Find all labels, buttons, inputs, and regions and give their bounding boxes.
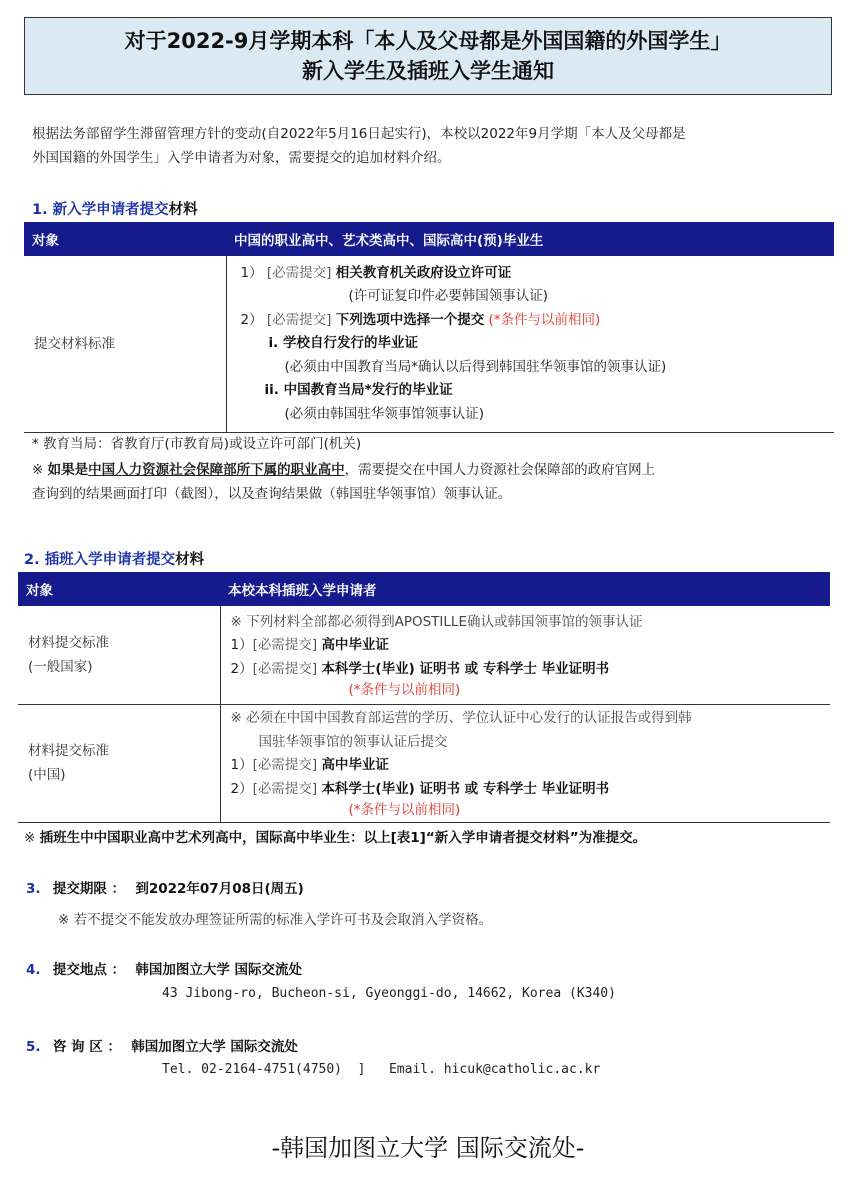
section4-address: 43 Jibong-ro, Bucheon-si, Gyeonggi-do, 14662, Korea (K340) <box>162 986 616 1001</box>
s1-option2 <box>241 379 825 403</box>
section3-value: 到2022年07月08日(周五) <box>135 881 304 897</box>
section2-rowA-cell <box>220 606 830 704</box>
section2-rowA-label1: 材料提交标准 <box>28 634 109 651</box>
s1-option2-num: ii. <box>264 382 279 398</box>
s1-option1 <box>241 332 825 356</box>
section2-heading <box>24 548 204 569</box>
s2b-item2-note: (*条件与以前相同) <box>348 802 461 818</box>
s2a-item1-text: 高中毕业证 <box>321 637 389 653</box>
section2-col-target: 对象 <box>18 572 220 606</box>
section2-number: 2. <box>24 552 40 568</box>
section2-col-group: 本校本科插班入学申请者 <box>220 572 830 606</box>
s2b-item2-text: 本科学士(毕业) 证明书 或 专科学士 毕业证明书 <box>321 780 610 797</box>
section4-row <box>26 958 302 978</box>
s1-item2-text: 下列选项中选择一个提交 <box>335 311 485 328</box>
s1-item2 <box>241 309 825 333</box>
section1-number: 1. <box>32 202 48 218</box>
section1-materials-cell <box>226 256 834 432</box>
section2-rowB-label2: (中国) <box>28 767 66 783</box>
s2a-item2-req: [必需提交] <box>252 660 318 677</box>
section2-rowB-label1: 材料提交标准 <box>28 743 109 759</box>
s2a-item2-num: 2） <box>230 660 253 677</box>
section1-note2-underline: 中国人力资源社会保障部所下属的职业高中 <box>88 462 345 478</box>
s2b-item1 <box>231 754 821 778</box>
section1-title-dark: 材料 <box>168 202 198 218</box>
section1-note1: * 教育当局：省教育厅(市教育局)或设立许可部门(机关) <box>32 436 362 452</box>
s1-item1-req: [必需提交] <box>266 264 332 281</box>
section1-row-label: 提交材料标准 <box>24 256 226 432</box>
section5-label: 咨 询 区 ： <box>52 1039 121 1055</box>
s1-item2-note: (*条件与以前相同) <box>488 311 601 328</box>
section1-note2-rest: ，需要提交在中国人力资源社会保障部的政府官网上 <box>344 462 656 478</box>
section3-number: 3. <box>26 881 41 897</box>
section1-col-group: 中国的职业高中、艺术类高中、国际高中(预)毕业生 <box>226 222 834 256</box>
section2-rowB-cell <box>220 704 830 822</box>
s1-item1 <box>241 262 825 286</box>
section1-col-target: 对象 <box>24 222 226 256</box>
section2-rowA-label <box>18 606 220 704</box>
footer-signature: -韩国加图立大学 国际交流处- <box>271 1134 585 1162</box>
s2b-note2: 国驻华领事馆的领事认证后提交 <box>258 733 448 750</box>
s2a-item1 <box>231 634 821 658</box>
section3-label: 提交期限 ： <box>52 881 126 897</box>
notice-title-line2: 新入学生及插班入学生通知 <box>302 59 554 83</box>
section2-title-blue: 插班入学申请者提交 <box>44 552 176 568</box>
section1-heading <box>32 198 198 219</box>
s1-option2-sub: (必须由韩国驻华领事馆领事认证) <box>284 405 485 422</box>
s2a-item2 <box>231 658 821 682</box>
s2b-item1-req: [必需提交] <box>252 757 318 773</box>
s1-item1-sub: (许可证复印件必要韩国领事认证) <box>348 288 549 304</box>
s1-item1-num: 1） <box>240 264 263 281</box>
s2b-item1-num: 1） <box>230 757 253 773</box>
s2a-item1-req: [必需提交] <box>252 637 318 653</box>
section5-row <box>26 1035 298 1055</box>
s2b-item1-text: 高中毕业证 <box>321 757 389 773</box>
section5-value: 韩国加图立大学 国际交流处 <box>131 1039 298 1055</box>
intro-paragraph <box>32 122 832 170</box>
section3-row <box>26 877 304 897</box>
section2-note <box>24 826 836 850</box>
s2a-item1-num: 1） <box>230 637 253 653</box>
s1-item2-num: 2） <box>240 311 263 328</box>
section4-number: 4. <box>26 962 41 978</box>
intro-line1: 根据法务部留学生滞留管理方针的变动(自2022年5月16日起实行)，本校以2022年9月学期「本人及父母都是 <box>32 126 686 142</box>
section5-number: 5. <box>26 1039 41 1055</box>
s2a-item2-note: (*条件与以前相同) <box>348 682 461 698</box>
notice-title-line1: 对于2022-9月学期本科「本人及父母都是外国国籍的外国学生」 <box>124 29 732 53</box>
s1-option1-sub: (必须由中国教育当局*确认以后得到韩国驻华领事馆的领事认证) <box>284 358 667 375</box>
s2b-item2-num: 2） <box>230 780 253 797</box>
s1-option2-text: 中国教育当局*发行的毕业证 <box>283 382 453 398</box>
s2b-note1: ※ 必须在中国中国教育部运营的学历、学位认证中心发行的认证报告或得到韩 <box>230 710 692 726</box>
section2-table <box>18 572 830 823</box>
s2b-item2 <box>231 778 821 802</box>
section2-rowA-label2: (一般国家) <box>28 658 93 675</box>
section3-note: ※ 若不提交不能发放办理签证所需的标准入学许可书及会取消入学资格。 <box>58 912 493 928</box>
s2a-note: ※ 下列材料全部都必须得到APOSTILLE确认或韩国领事馆的领事认证 <box>230 613 643 630</box>
s2b-item2-req: [必需提交] <box>252 780 318 797</box>
section5-contact: Tel. 02-2164-4751(4750) ] Email. hicuk@catholic.ac.kr <box>162 1062 601 1077</box>
section4-label: 提交地点 ： <box>52 962 126 978</box>
s1-item2-req: [必需提交] <box>266 311 332 328</box>
section4-value: 韩国加图立大学 国际交流处 <box>135 962 303 978</box>
section1-note2 <box>32 458 832 506</box>
section1-note2-prefix: ※ <box>32 462 44 478</box>
notice-title-box <box>24 17 832 95</box>
section1-note2-bold: 如果是 <box>47 462 89 478</box>
section2-rowB-label <box>18 704 220 822</box>
section2-note-text: 插班生中中国职业高中艺术列高中，国际高中毕业生：以上[表1]“新入学申请者提交材料”为准提交。 <box>39 830 647 846</box>
section2-note-prefix: ※ <box>24 830 36 846</box>
intro-line2: 外国国籍的外国学生」入学申请者为对象，需要提交的追加材料介绍。 <box>32 150 451 166</box>
s1-item1-text: 相关教育机关政府设立许可证 <box>335 264 512 281</box>
s1-option1-text: 学校自行发行的毕业证 <box>282 335 418 351</box>
section1-table <box>24 222 834 433</box>
section1-note2-line2: 查询到的结果画面打印（截图），以及查询结果做（韩国驻华领事馆）领事认证。 <box>32 486 512 502</box>
section2-title-dark: 材料 <box>175 552 205 568</box>
s1-option1-num: i. <box>268 335 279 351</box>
section1-title-blue: 新入学申请者提交 <box>52 202 169 218</box>
s2a-item2-text: 本科学士(毕业) 证明书 或 专科学士 毕业证明书 <box>321 660 610 677</box>
